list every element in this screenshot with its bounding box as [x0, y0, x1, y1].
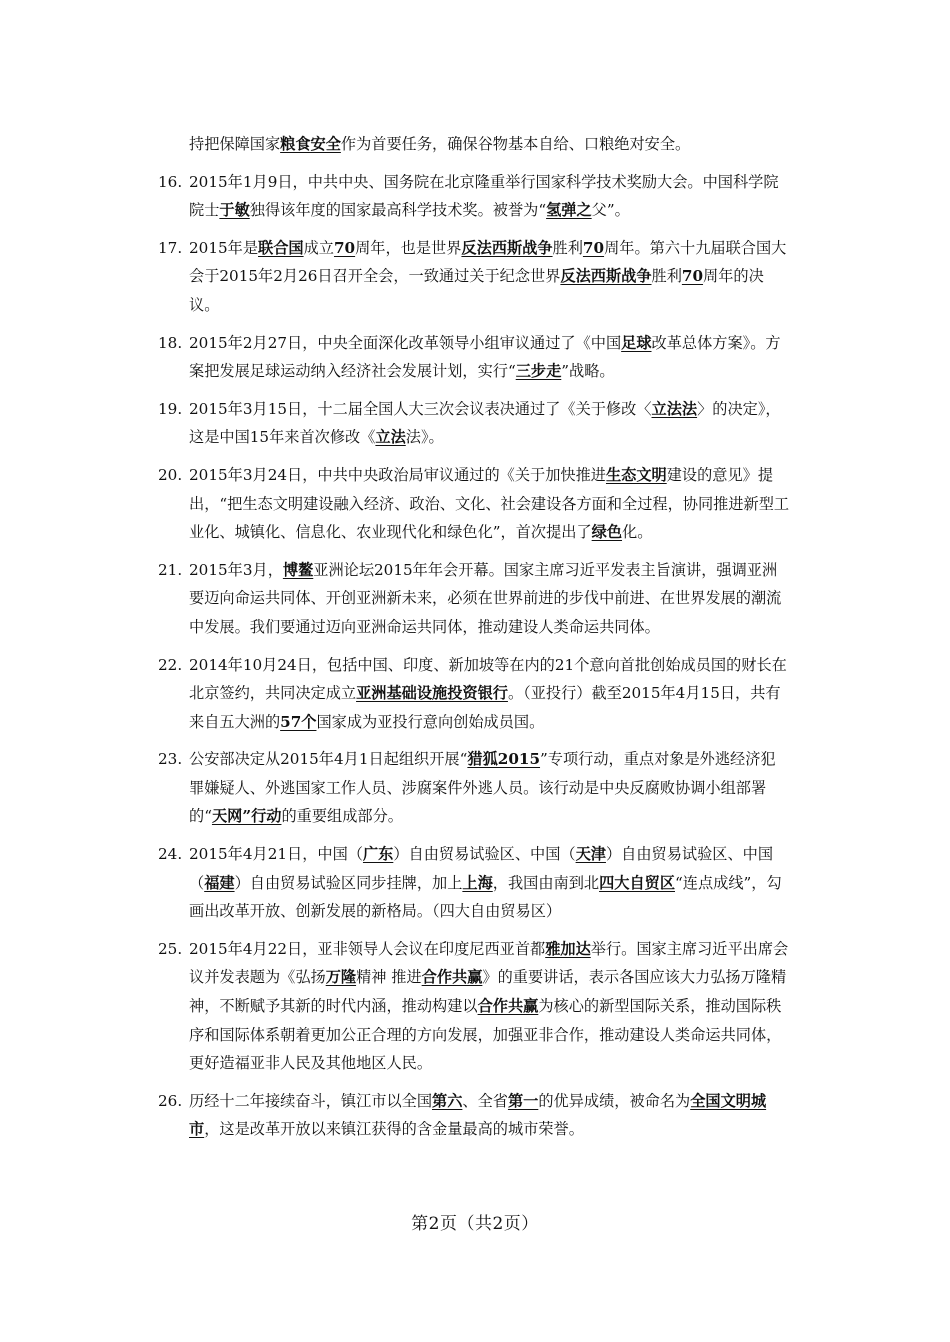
item-text: 、全省	[462, 1091, 508, 1110]
item-text: 的优异成绩，被命名为	[538, 1091, 691, 1110]
item-text: 父”。	[591, 201, 630, 220]
key-term: 万隆	[325, 968, 357, 987]
item-text: 亚洲论坛2015年年会开幕。国家主席习近平发表主旨演讲，强调亚洲要迈向命运共同体、开创亚洲新未来，必须在世界前进的步伐中前进、在世界发展的潮流中发展。我们要通过迈向亚洲命运共同体，推动建设人类命运共同体。	[189, 560, 782, 636]
item-text: 作为首要任务，确保谷物基本自给、口粮绝对安全。	[340, 135, 691, 153]
item-text: 2015年3月24日，中共中央政治局审议通过的《关于加快推进	[189, 465, 606, 484]
key-term: 第一	[507, 1091, 539, 1110]
key-term: 57个	[280, 712, 317, 731]
key-term: 福建	[204, 873, 235, 892]
item-text: 。（亚投行）截至2015年4月15日，共有来自五大洲的	[189, 684, 781, 731]
key-term: 粮食安全	[280, 135, 341, 153]
list-item	[158, 234, 790, 320]
key-term: 天津	[575, 845, 606, 864]
item-text: 建设的意见》提出，“把生态文明建设融入经济、政治、文化、社会建设各方面和全过程，协同推进新型工业化、城镇化、信息化、农业现代化和绿色化”，首次提出了	[189, 465, 790, 542]
key-term: 广东	[362, 845, 394, 864]
item-text: 周年，也是世界	[355, 238, 462, 257]
news-list	[158, 130, 790, 1153]
key-term: 猎狐2015	[467, 750, 541, 769]
key-term: 反法西斯战争	[461, 238, 553, 257]
item-number: 21.	[158, 560, 183, 579]
key-term: 70	[582, 238, 605, 257]
page-footer: 第2页（共2页）	[411, 1214, 539, 1234]
key-term: 全国文明城市	[189, 1091, 767, 1139]
item-text: 国家成为亚投行意向创始成员国。	[316, 712, 545, 731]
key-term: 上海	[462, 873, 493, 892]
item-number: 25.	[158, 939, 183, 958]
item-text: 改革总体方案》。方案把发展足球运动纳入经济社会发展计划，实行“	[189, 333, 781, 381]
key-term: 雅加达	[545, 939, 591, 958]
key-term: 亚洲基础设施投资银行	[356, 684, 508, 703]
item-number: 22.	[158, 655, 183, 674]
item-text: ，我国由南到北	[492, 873, 600, 892]
item-text: 2015年4月21日，中国（	[189, 845, 363, 864]
item-text: 持把保障国家	[189, 135, 281, 153]
key-term: 立法法	[651, 399, 698, 418]
item-text: 2015年是	[189, 238, 259, 257]
key-term: 合作共赢	[477, 997, 539, 1016]
key-term: 于敏	[219, 201, 250, 220]
item-text: 为核心的新型国际关系，推动国际秩序和国际体系朝着更加公正合理的方向发展，加强亚非合作，推动建设人类命运共同体，更好造福亚非人民及其他地区人民。	[189, 997, 782, 1073]
item-text: 独得该年度的国家最高科学技术奖。被誉为“	[249, 201, 547, 220]
key-term: 四大自贸区	[599, 873, 675, 892]
list-item	[158, 329, 790, 386]
key-term: 绿色	[591, 523, 623, 542]
list-item	[158, 461, 790, 547]
item-text: “连点成线”，勾画出改革开放、创新发展的新格局。（四大自由贸易区）	[189, 873, 782, 921]
item-text: 2014年10月24日，包括中国、印度、新加坡等在内的21个意向首批创始成员国的财长在北京签约，共同决定成立	[189, 655, 787, 703]
item-text: 成立	[303, 238, 334, 257]
item-text: 胜利	[552, 238, 583, 257]
item-text: 2015年4月22日，亚非领导人会议在印度尼西亚首都	[189, 939, 546, 958]
list-item	[158, 556, 790, 642]
item-text: 精神 推进	[356, 968, 422, 987]
key-term: 足球	[621, 333, 652, 352]
key-term: 70	[333, 238, 356, 257]
item-text: ）自由贸易试验区、中国（	[189, 845, 774, 892]
item-number: 26.	[158, 1091, 183, 1110]
item-number: 19.	[158, 399, 183, 418]
list-item	[158, 935, 790, 1078]
key-term: 生态文明	[605, 465, 667, 484]
item-text: 2015年2月27日，中央全面深化改革领导小组审议通过了《中国	[189, 333, 622, 352]
item-text: 2015年1月9日，中共中央、国务院在北京隆重举行国家科学技术奖励大会。中国科学院院士	[189, 172, 779, 220]
item-number: 16.	[158, 172, 183, 191]
item-number: 20.	[158, 465, 183, 484]
key-term: 博鳌	[282, 560, 314, 579]
key-term: 联合国	[258, 238, 304, 257]
item-text: 2015年3月，	[189, 560, 283, 579]
item-text: 周年。第六十九届联合国大会于2015年2月26日召开全会，一致通过关于纪念世界	[189, 238, 787, 286]
list-item	[158, 651, 790, 737]
list-item	[162, 130, 790, 159]
item-text: 胜利	[651, 267, 682, 286]
key-term: 三步走	[515, 362, 562, 381]
key-term: 第六	[432, 1091, 463, 1110]
item-text: 2015年3月15日，十二届全国人大三次会议表决通过了《关于修改〈	[189, 399, 652, 418]
key-term: 天网”行动	[211, 807, 282, 826]
item-text: 》的重要讲话，表示各国应该大力弘扬万隆精神，不断赋予其新的时代内涵，推动构建以	[189, 968, 787, 1016]
item-number: 17.	[158, 238, 183, 257]
item-text: ”战略。	[561, 362, 615, 381]
item-text: 举行。国家主席习近平出席会议并发表题为《弘扬	[189, 939, 789, 987]
item-text: ）自由贸易试验区同步挂牌，加上	[234, 873, 463, 892]
item-text: 的重要组成部分。	[281, 807, 403, 826]
list-item	[158, 840, 790, 926]
item-text: 周年的决议。	[189, 267, 764, 314]
key-term: 70	[681, 267, 704, 286]
key-term: 合作共赢	[421, 968, 483, 987]
item-text: 〉的决定》，这是中国15年来首次修改《	[189, 399, 781, 447]
item-text: 历经十二年接续奋斗，镇江市以全国	[189, 1091, 432, 1110]
item-number: 18.	[158, 333, 183, 352]
item-number: 24.	[158, 845, 183, 864]
list-item	[158, 395, 790, 452]
item-text: 法》。	[405, 428, 444, 447]
item-text: 公安部决定从2015年4月1日起组织开展“	[189, 750, 468, 769]
key-term: 氢弹之	[546, 201, 592, 220]
item-number: 23.	[158, 750, 183, 769]
item-text: ”专项行动，重点对象是外逃经济犯罪嫌疑人、外逃国家工作人员、涉腐案件外逃人员。该行动是中央反腐败协调小组部署的“	[189, 750, 776, 826]
list-item	[158, 745, 790, 831]
item-text: 化。	[622, 523, 653, 542]
list-item	[158, 1087, 790, 1144]
item-text: ，这是改革开放以来镇江获得的含金量最高的城市荣誉。	[204, 1120, 584, 1139]
key-term: 立法	[375, 428, 406, 447]
item-text: ）自由贸易试验区、中国（	[393, 845, 576, 864]
key-term: 反法西斯战争	[560, 267, 652, 286]
list-item	[158, 168, 790, 225]
